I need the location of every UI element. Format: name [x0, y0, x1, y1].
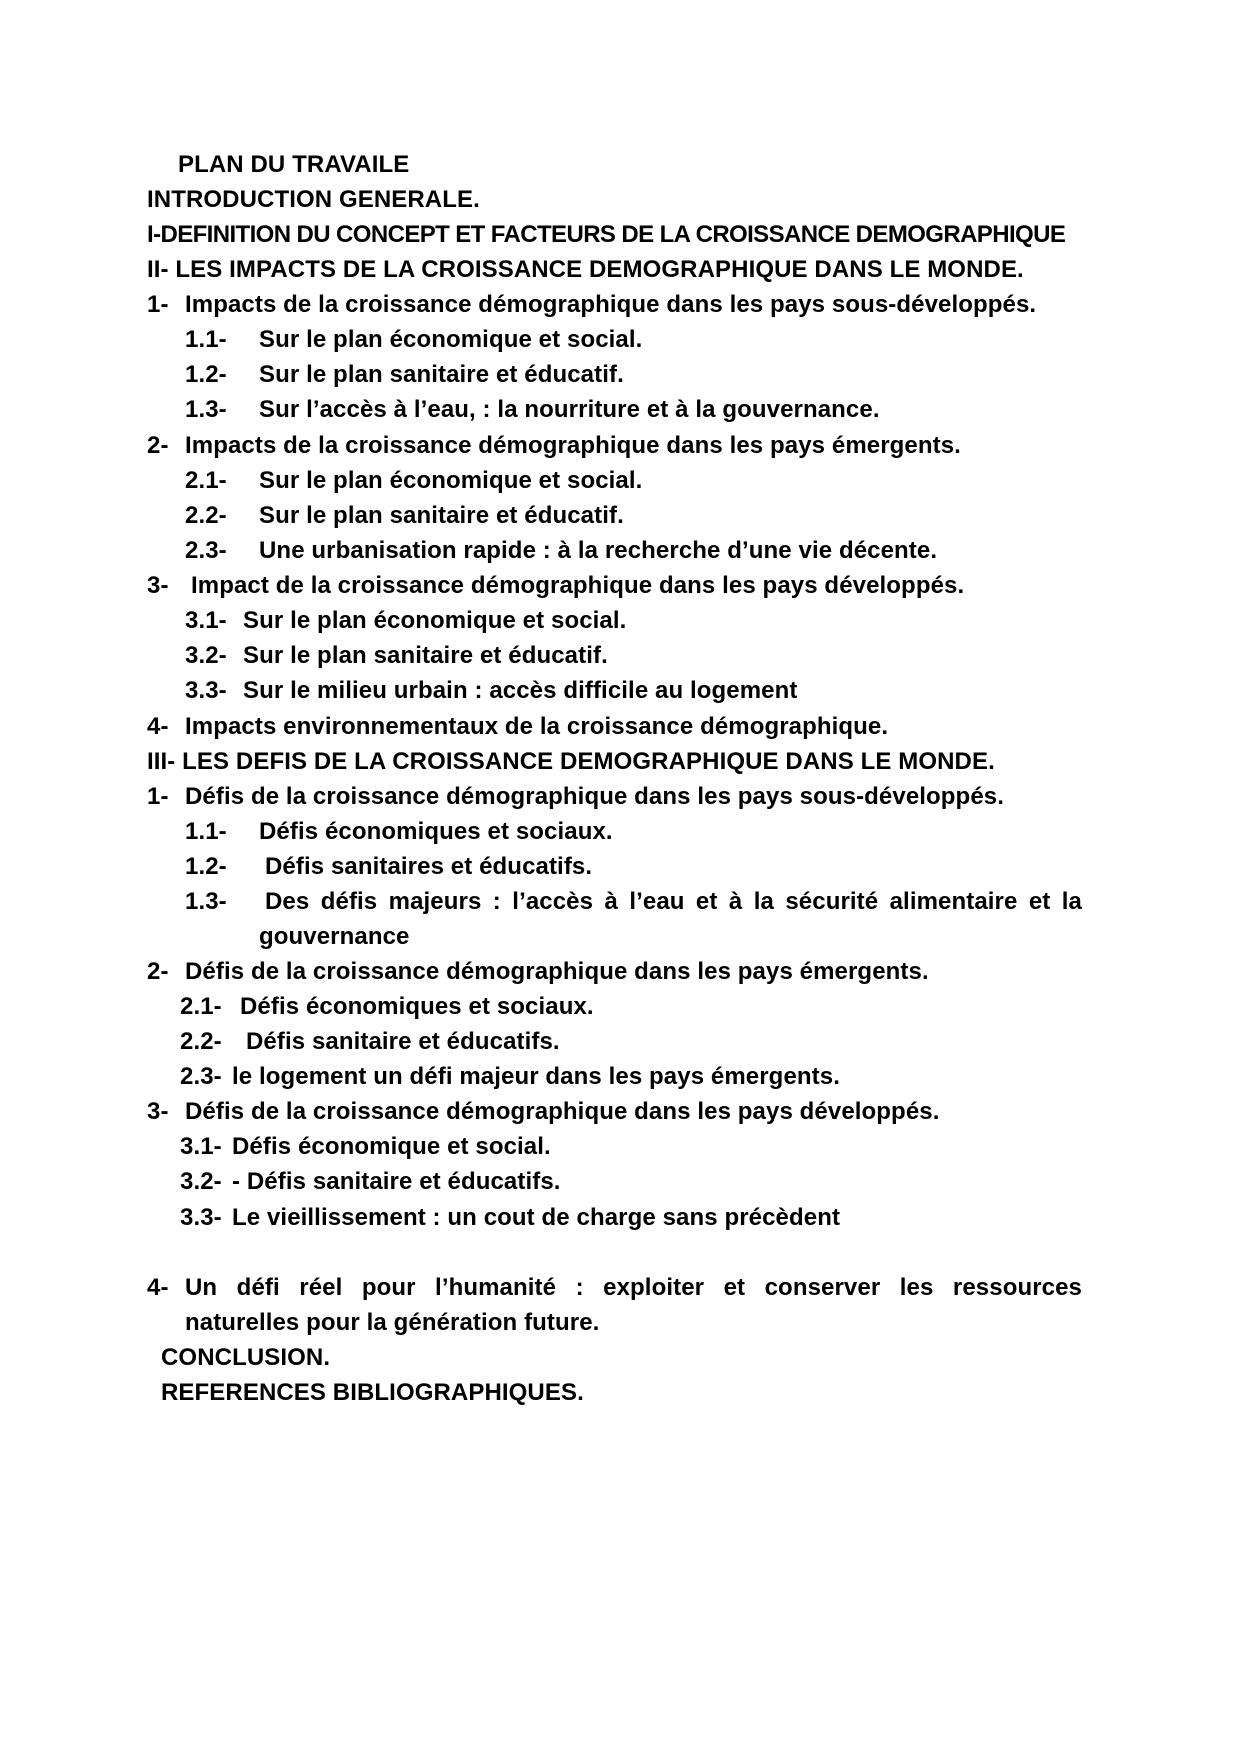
- item-text-continuation: gouvernance: [259, 923, 410, 950]
- item-text: Un défi réel pour l’humanité : exploiter et conserver les ressources: [185, 1274, 1082, 1301]
- item-text: Sur le plan sanitaire et éducatif.: [259, 502, 624, 529]
- item-text: Impact de la croissance démographique dans les pays développés.: [191, 572, 965, 599]
- item-text: Sur le milieu urbain : accès difficile au logement: [243, 677, 798, 704]
- item-number: 3.1-: [180, 1133, 222, 1160]
- item-number: 2.1-: [185, 467, 227, 494]
- item-number: 2.2-: [180, 1028, 222, 1055]
- item-text: Sur le plan sanitaire et éducatif.: [259, 361, 624, 388]
- references-heading: REFERENCES BIBLIOGRAPHIQUES.: [161, 1379, 584, 1406]
- item-text: Défis sanitaire et éducatifs.: [246, 1028, 560, 1055]
- item-number: 2-: [147, 432, 169, 459]
- item-text: Défis de la croissance démographique dans les pays émergents.: [185, 958, 929, 985]
- item-text: Sur l’accès à l’eau, : la nourriture et à la gouvernance.: [259, 396, 880, 423]
- item-number: 2.3-: [185, 537, 227, 564]
- item-text: Défis économique et social.: [232, 1133, 551, 1160]
- item-text: Défis sanitaires et éducatifs.: [265, 853, 593, 880]
- item-text: Sur le plan économique et social.: [259, 326, 643, 353]
- item-text: Sur le plan économique et social.: [259, 467, 643, 494]
- item-number: 3.3-: [185, 677, 227, 704]
- item-text: Des défis majeurs : l’accès à l’eau et à la sécurité alimentaire et la: [265, 888, 1082, 915]
- item-number: 1.3-: [185, 396, 227, 423]
- item-text: - Défis sanitaire et éducatifs.: [232, 1168, 561, 1195]
- item-text: Sur le plan sanitaire et éducatif.: [243, 642, 608, 669]
- item-number: 3-: [147, 1098, 169, 1125]
- item-number: 3.2-: [180, 1168, 222, 1195]
- item-text: Défis économiques et sociaux.: [240, 993, 594, 1020]
- section-3-heading: III- LES DEFIS DE LA CROISSANCE DEMOGRAPHIQUE DANS LE MONDE.: [147, 748, 995, 775]
- item-text: Le vieillissement : un cout de charge sans précèdent: [232, 1204, 841, 1231]
- item-number: 3.1-: [185, 607, 227, 634]
- item-text: Une urbanisation rapide : à la recherche d’une vie décente.: [259, 537, 938, 564]
- introduction-heading: INTRODUCTION GENERALE.: [147, 186, 480, 213]
- item-number: 1.1-: [185, 818, 227, 845]
- item-text: Défis de la croissance démographique dans les pays développés.: [185, 1098, 940, 1125]
- item-number: 1.3-: [185, 888, 227, 915]
- item-number: 2-: [147, 958, 169, 985]
- item-number: 3.2-: [185, 642, 227, 669]
- item-number: 1.2-: [185, 853, 227, 880]
- item-number: 2.2-: [185, 502, 227, 529]
- item-number: 3-: [147, 572, 169, 599]
- item-text: le logement un défi majeur dans les pays émergents.: [232, 1063, 840, 1090]
- item-number: 4-: [147, 713, 169, 740]
- item-text: Impacts de la croissance démographique dans les pays émergents.: [185, 432, 961, 459]
- item-text: Défis de la croissance démographique dans les pays sous-développés.: [185, 783, 1004, 810]
- item-text: Sur le plan économique et social.: [243, 607, 627, 634]
- item-number: 4-: [147, 1274, 169, 1301]
- item-number: 1.1-: [185, 326, 227, 353]
- item-number: 3.3-: [180, 1204, 222, 1231]
- item-number: 2.1-: [180, 993, 222, 1020]
- section-2-heading: II- LES IMPACTS DE LA CROISSANCE DEMOGRAPHIQUE DANS LE MONDE.: [147, 256, 1024, 283]
- item-text: Impacts environnementaux de la croissance démographique.: [185, 713, 889, 740]
- item-number: 1-: [147, 291, 169, 318]
- item-number: 1-: [147, 783, 169, 810]
- plan-title: PLAN DU TRAVAILE: [178, 151, 410, 178]
- item-text-continuation: naturelles pour la génération future.: [185, 1309, 600, 1336]
- item-text: Défis économiques et sociaux.: [259, 818, 613, 845]
- item-text: Impacts de la croissance démographique dans les pays sous-développés.: [185, 291, 1037, 318]
- item-number: 1.2-: [185, 361, 227, 388]
- section-1-heading: I-DEFINITION DU CONCEPT ET FACTEURS DE LA CROISSANCE DEMOGRAPHIQUE: [147, 221, 1066, 248]
- item-number: 2.3-: [180, 1063, 222, 1090]
- conclusion-heading: CONCLUSION.: [161, 1344, 331, 1371]
